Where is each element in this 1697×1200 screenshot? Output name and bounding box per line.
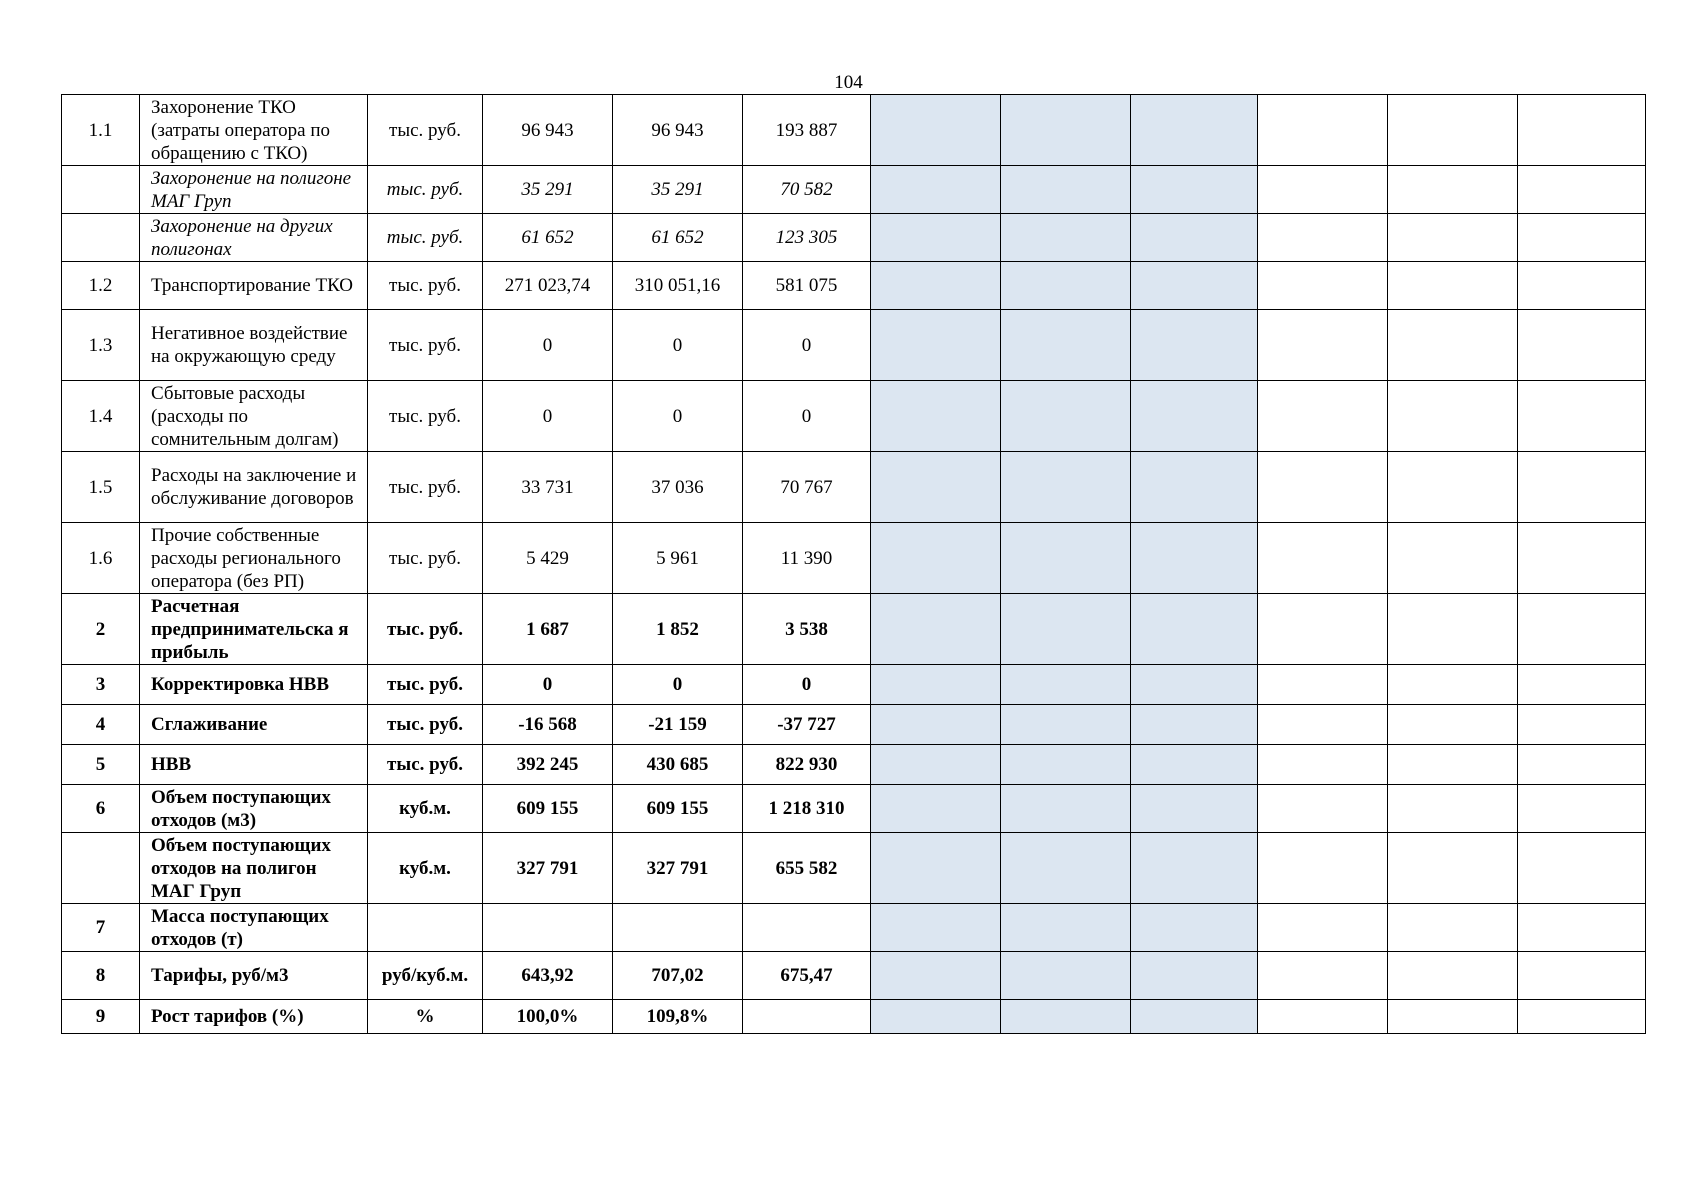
- row-name-cell: Сбытовые расходы (расходы по сомнительным долгам): [140, 381, 368, 452]
- empty-cell: [1388, 705, 1518, 745]
- highlighted-empty-cell: [1001, 310, 1131, 381]
- table-row: [62, 1000, 1646, 1034]
- row-name-cell: НВВ: [140, 745, 368, 785]
- value-cell-2: 0: [613, 665, 743, 705]
- empty-cell: [1258, 1000, 1388, 1034]
- value-cell-2: 0: [613, 310, 743, 381]
- row-name-cell: Объем поступающих отходов на полигон МАГ Груп: [140, 833, 368, 904]
- value-cell-2: 96 943: [613, 95, 743, 166]
- row-unit-cell: куб.м.: [368, 833, 483, 904]
- highlighted-empty-cell: [1131, 952, 1258, 1000]
- row-number-cell: [62, 214, 140, 262]
- row-number-cell: 5: [62, 745, 140, 785]
- row-name-cell: Захоронение на полигоне МАГ Груп: [140, 166, 368, 214]
- highlighted-empty-cell: [1001, 95, 1131, 166]
- value-cell-3: 70 767: [743, 452, 871, 523]
- row-unit-cell: тыс. руб.: [368, 665, 483, 705]
- row-unit-cell: тыс. руб.: [368, 381, 483, 452]
- empty-cell: [1258, 705, 1388, 745]
- row-name-cell: Объем поступающих отходов (м3): [140, 785, 368, 833]
- empty-cell: [1518, 214, 1646, 262]
- table-row: [62, 745, 1646, 785]
- highlighted-empty-cell: [1001, 665, 1131, 705]
- empty-cell: [1388, 166, 1518, 214]
- empty-cell: [1388, 214, 1518, 262]
- row-unit-cell: [368, 904, 483, 952]
- empty-cell: [1518, 665, 1646, 705]
- table-row: [62, 785, 1646, 833]
- highlighted-empty-cell: [871, 833, 1001, 904]
- row-number-cell: 2: [62, 594, 140, 665]
- row-unit-cell: тыс. руб.: [368, 745, 483, 785]
- value-cell-1: 0: [483, 665, 613, 705]
- highlighted-empty-cell: [871, 665, 1001, 705]
- highlighted-empty-cell: [1131, 381, 1258, 452]
- page-number: 104: [834, 72, 863, 93]
- highlighted-empty-cell: [871, 745, 1001, 785]
- empty-cell: [1518, 705, 1646, 745]
- highlighted-empty-cell: [871, 214, 1001, 262]
- empty-cell: [1258, 95, 1388, 166]
- empty-cell: [1518, 523, 1646, 594]
- highlighted-empty-cell: [871, 1000, 1001, 1034]
- empty-cell: [1388, 785, 1518, 833]
- value-cell-3: 193 887: [743, 95, 871, 166]
- value-cell-3: 0: [743, 381, 871, 452]
- row-number-cell: 9: [62, 1000, 140, 1034]
- value-cell-2: 37 036: [613, 452, 743, 523]
- value-cell-1: [483, 904, 613, 952]
- highlighted-empty-cell: [871, 594, 1001, 665]
- empty-cell: [1518, 833, 1646, 904]
- value-cell-1: 392 245: [483, 745, 613, 785]
- empty-cell: [1518, 745, 1646, 785]
- value-cell-1: 100,0%: [483, 1000, 613, 1034]
- row-number-cell: 6: [62, 785, 140, 833]
- value-cell-2: 1 852: [613, 594, 743, 665]
- highlighted-empty-cell: [1131, 785, 1258, 833]
- table-row: [62, 95, 1646, 166]
- row-unit-cell: тыс. руб.: [368, 594, 483, 665]
- empty-cell: [1388, 952, 1518, 1000]
- value-cell-1: -16 568: [483, 705, 613, 745]
- highlighted-empty-cell: [1131, 665, 1258, 705]
- highlighted-empty-cell: [1131, 262, 1258, 310]
- row-name-cell: Рост тарифов (%): [140, 1000, 368, 1034]
- row-number-cell: 7: [62, 904, 140, 952]
- tariff-table: [61, 94, 1646, 1034]
- highlighted-empty-cell: [1131, 452, 1258, 523]
- empty-cell: [1518, 381, 1646, 452]
- row-number-cell: 1.1: [62, 95, 140, 166]
- table-row: [62, 594, 1646, 665]
- table-row: [62, 452, 1646, 523]
- highlighted-empty-cell: [1001, 785, 1131, 833]
- value-cell-1: 0: [483, 381, 613, 452]
- highlighted-empty-cell: [1001, 705, 1131, 745]
- empty-cell: [1258, 952, 1388, 1000]
- value-cell-1: 33 731: [483, 452, 613, 523]
- value-cell-2: 0: [613, 381, 743, 452]
- table-row: [62, 665, 1646, 705]
- highlighted-empty-cell: [871, 166, 1001, 214]
- highlighted-empty-cell: [1131, 95, 1258, 166]
- row-number-cell: 4: [62, 705, 140, 745]
- empty-cell: [1388, 904, 1518, 952]
- value-cell-3: 3 538: [743, 594, 871, 665]
- highlighted-empty-cell: [1131, 310, 1258, 381]
- row-name-cell: Захоронение на других полигонах: [140, 214, 368, 262]
- value-cell-1: 1 687: [483, 594, 613, 665]
- empty-cell: [1518, 452, 1646, 523]
- highlighted-empty-cell: [1001, 904, 1131, 952]
- value-cell-2: 109,8%: [613, 1000, 743, 1034]
- value-cell-3: 675,47: [743, 952, 871, 1000]
- table-row: [62, 952, 1646, 1000]
- empty-cell: [1388, 594, 1518, 665]
- highlighted-empty-cell: [871, 262, 1001, 310]
- empty-cell: [1388, 523, 1518, 594]
- row-unit-cell: руб/куб.м.: [368, 952, 483, 1000]
- row-number-cell: 8: [62, 952, 140, 1000]
- row-number-cell: 1.2: [62, 262, 140, 310]
- empty-cell: [1258, 381, 1388, 452]
- empty-cell: [1388, 1000, 1518, 1034]
- row-name-cell: Прочие собственные расходы регионального оператора (без РП): [140, 523, 368, 594]
- row-name-cell: Масса поступающих отходов (т): [140, 904, 368, 952]
- highlighted-empty-cell: [871, 952, 1001, 1000]
- row-number-cell: 3: [62, 665, 140, 705]
- value-cell-3: 0: [743, 665, 871, 705]
- highlighted-empty-cell: [1001, 166, 1131, 214]
- highlighted-empty-cell: [1001, 952, 1131, 1000]
- empty-cell: [1258, 523, 1388, 594]
- empty-cell: [1388, 745, 1518, 785]
- value-cell-3: [743, 904, 871, 952]
- value-cell-3: 70 582: [743, 166, 871, 214]
- empty-cell: [1258, 594, 1388, 665]
- empty-cell: [1518, 262, 1646, 310]
- highlighted-empty-cell: [1001, 1000, 1131, 1034]
- value-cell-3: 1 218 310: [743, 785, 871, 833]
- highlighted-empty-cell: [1131, 166, 1258, 214]
- empty-cell: [1518, 594, 1646, 665]
- highlighted-empty-cell: [1001, 262, 1131, 310]
- highlighted-empty-cell: [871, 523, 1001, 594]
- highlighted-empty-cell: [1131, 904, 1258, 952]
- table-row: [62, 833, 1646, 904]
- row-unit-cell: тыс. руб.: [368, 310, 483, 381]
- value-cell-3: 0: [743, 310, 871, 381]
- empty-cell: [1388, 452, 1518, 523]
- highlighted-empty-cell: [1131, 594, 1258, 665]
- value-cell-1: 643,92: [483, 952, 613, 1000]
- value-cell-2: 327 791: [613, 833, 743, 904]
- empty-cell: [1518, 166, 1646, 214]
- value-cell-2: 5 961: [613, 523, 743, 594]
- value-cell-2: 61 652: [613, 214, 743, 262]
- row-name-cell: Транспортирование ТКО: [140, 262, 368, 310]
- empty-cell: [1388, 262, 1518, 310]
- row-number-cell: 1.4: [62, 381, 140, 452]
- empty-cell: [1518, 785, 1646, 833]
- highlighted-empty-cell: [1001, 833, 1131, 904]
- row-unit-cell: тыс. руб.: [368, 705, 483, 745]
- highlighted-empty-cell: [1131, 1000, 1258, 1034]
- row-unit-cell: тыс. руб.: [368, 523, 483, 594]
- value-cell-1: 96 943: [483, 95, 613, 166]
- table-row: [62, 310, 1646, 381]
- row-number-cell: 1.6: [62, 523, 140, 594]
- value-cell-3: [743, 1000, 871, 1034]
- value-cell-3: 822 930: [743, 745, 871, 785]
- highlighted-empty-cell: [871, 904, 1001, 952]
- row-unit-cell: тыс. руб.: [368, 262, 483, 310]
- highlighted-empty-cell: [1131, 523, 1258, 594]
- highlighted-empty-cell: [871, 310, 1001, 381]
- value-cell-3: 655 582: [743, 833, 871, 904]
- table-row: [62, 523, 1646, 594]
- highlighted-empty-cell: [1001, 523, 1131, 594]
- empty-cell: [1258, 833, 1388, 904]
- table-row: [62, 381, 1646, 452]
- value-cell-1: 5 429: [483, 523, 613, 594]
- row-unit-cell: тыс. руб.: [368, 214, 483, 262]
- row-name-cell: Корректировка НВВ: [140, 665, 368, 705]
- table-row: [62, 904, 1646, 952]
- empty-cell: [1258, 452, 1388, 523]
- highlighted-empty-cell: [871, 785, 1001, 833]
- row-name-cell: Негативное воздействие на окружающую среду: [140, 310, 368, 381]
- highlighted-empty-cell: [1131, 745, 1258, 785]
- highlighted-empty-cell: [1001, 745, 1131, 785]
- row-name-cell: Захоронение ТКО (затраты оператора по обращению с ТКО): [140, 95, 368, 166]
- row-name-cell: Расчетная предпринимательска я прибыль: [140, 594, 368, 665]
- value-cell-3: 581 075: [743, 262, 871, 310]
- empty-cell: [1388, 95, 1518, 166]
- empty-cell: [1258, 310, 1388, 381]
- highlighted-empty-cell: [871, 95, 1001, 166]
- table-row: [62, 705, 1646, 745]
- value-cell-2: 609 155: [613, 785, 743, 833]
- value-cell-2: 707,02: [613, 952, 743, 1000]
- empty-cell: [1518, 1000, 1646, 1034]
- empty-cell: [1388, 833, 1518, 904]
- value-cell-1: 35 291: [483, 166, 613, 214]
- highlighted-empty-cell: [1131, 833, 1258, 904]
- empty-cell: [1518, 310, 1646, 381]
- table-row: [62, 214, 1646, 262]
- row-unit-cell: %: [368, 1000, 483, 1034]
- row-name-cell: Сглаживание: [140, 705, 368, 745]
- empty-cell: [1388, 310, 1518, 381]
- value-cell-2: [613, 904, 743, 952]
- empty-cell: [1258, 166, 1388, 214]
- row-number-cell: 1.5: [62, 452, 140, 523]
- value-cell-1: 61 652: [483, 214, 613, 262]
- highlighted-empty-cell: [1131, 705, 1258, 745]
- row-number-cell: [62, 833, 140, 904]
- highlighted-empty-cell: [1001, 594, 1131, 665]
- empty-cell: [1388, 665, 1518, 705]
- value-cell-1: 0: [483, 310, 613, 381]
- empty-cell: [1258, 785, 1388, 833]
- table-row: [62, 262, 1646, 310]
- empty-cell: [1258, 262, 1388, 310]
- empty-cell: [1518, 952, 1646, 1000]
- value-cell-2: 430 685: [613, 745, 743, 785]
- empty-cell: [1258, 745, 1388, 785]
- highlighted-empty-cell: [1001, 381, 1131, 452]
- highlighted-empty-cell: [1131, 214, 1258, 262]
- empty-cell: [1258, 904, 1388, 952]
- highlighted-empty-cell: [871, 705, 1001, 745]
- empty-cell: [1258, 214, 1388, 262]
- value-cell-3: 123 305: [743, 214, 871, 262]
- row-unit-cell: тыс. руб.: [368, 452, 483, 523]
- row-number-cell: 1.3: [62, 310, 140, 381]
- value-cell-3: -37 727: [743, 705, 871, 745]
- highlighted-empty-cell: [1001, 452, 1131, 523]
- row-name-cell: Тарифы, руб/м3: [140, 952, 368, 1000]
- row-number-cell: [62, 166, 140, 214]
- highlighted-empty-cell: [871, 381, 1001, 452]
- value-cell-2: 310 051,16: [613, 262, 743, 310]
- value-cell-1: 609 155: [483, 785, 613, 833]
- value-cell-2: 35 291: [613, 166, 743, 214]
- empty-cell: [1518, 904, 1646, 952]
- value-cell-3: 11 390: [743, 523, 871, 594]
- value-cell-1: 327 791: [483, 833, 613, 904]
- row-unit-cell: тыс. руб.: [368, 95, 483, 166]
- row-unit-cell: куб.м.: [368, 785, 483, 833]
- row-unit-cell: тыс. руб.: [368, 166, 483, 214]
- row-name-cell: Расходы на заключение и обслуживание договоров: [140, 452, 368, 523]
- empty-cell: [1388, 381, 1518, 452]
- empty-cell: [1518, 95, 1646, 166]
- highlighted-empty-cell: [871, 452, 1001, 523]
- value-cell-2: -21 159: [613, 705, 743, 745]
- value-cell-1: 271 023,74: [483, 262, 613, 310]
- highlighted-empty-cell: [1001, 214, 1131, 262]
- empty-cell: [1258, 665, 1388, 705]
- table-row: [62, 166, 1646, 214]
